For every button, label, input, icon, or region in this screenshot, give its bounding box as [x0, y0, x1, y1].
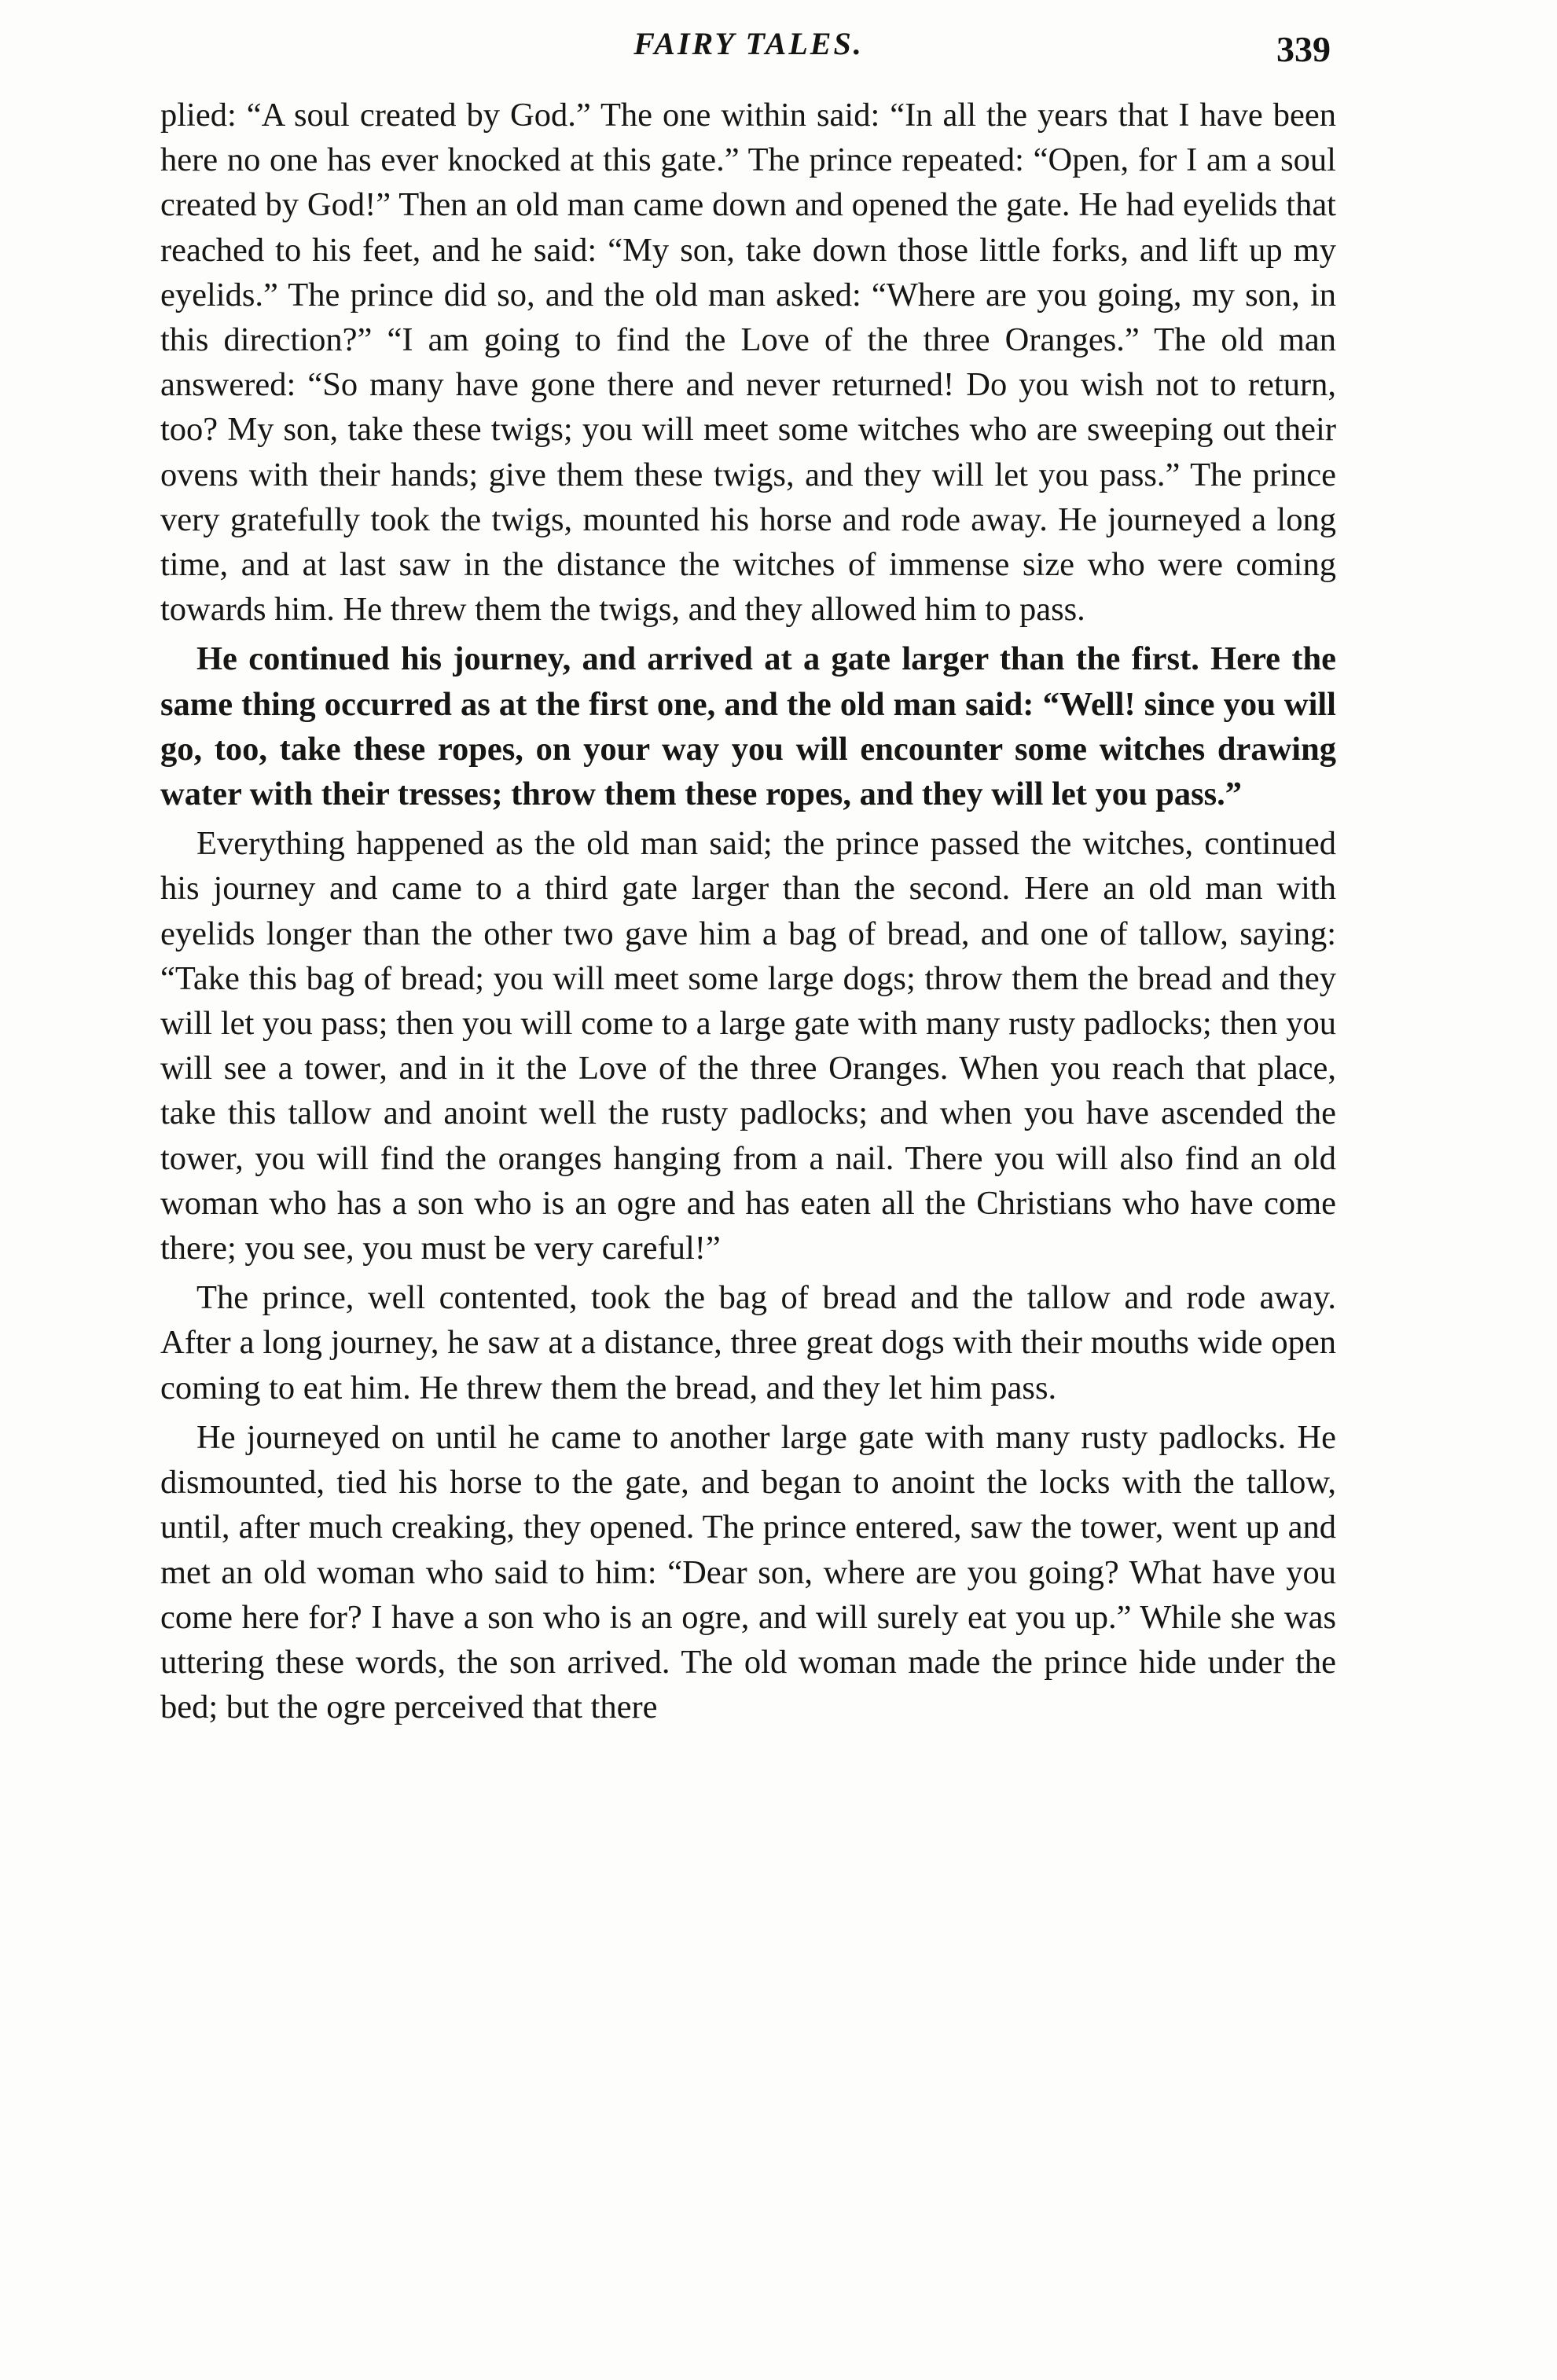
- paragraph-1: plied: “A soul created by God.” The one within said: “In all the years that I have been here no one has ever knocked at this gate.” The prince repeated: “Open, for I am a soul created by God!” Then an old man came down and opened the gate. He had eyelids that reached to his feet, and he said: “My son, take down those little forks, and lift up my eyelids.” The prince did so, and the old man asked: “Where are you going, my son, in this direction?” “I am going to find the Love of the three Oranges.” The old man answered: “So many have gone there and never returned! Do you wish not to return, too? My son, take these twigs; you will meet some witches who are sweeping out their ovens with their hands; give them these twigs, and they will let you pass.” The prince very gratefully took the twigs, mounted his horse and rode away. He journeyed a long time, and at last saw in the distance the witches of immense size who were coming towards him. He threw them the twigs, and they allowed him to pass.: [160, 97, 1336, 629]
- paragraph-3: Everything happened as the old man said; the prince passed the witches, continued his journey and came to a third gate larger than the second. Here an old man with eyelids longer than the other two gave him a bag of bread, and one of tallow, saying: “Take this bag of bread; you will meet some large dogs; throw them the bread and they will let you pass; then you will come to a large gate with many rusty padlocks; then you will see a tower, and in it the Love of the three Oranges. When you reach that place, take this tallow and anoint well the rusty padlocks; and when you have ascended the tower, you will find the oranges hanging from a nail. There you will also find an old woman who has a son who is an ogre and has eaten all the Christians who have come there; you see, you must be very careful!”: [160, 825, 1336, 1267]
- page-number: 339: [1276, 29, 1331, 69]
- paragraph-4: The prince, well contented, took the bag of bread and the tallow and rode away. After a long journey, he saw at a distance, three great dogs with their mouths wide open coming to eat him. He threw them the bread, and they let him pass.: [160, 1279, 1336, 1406]
- paragraph-5: He journeyed on until he came to another large gate with many rusty padlocks. He dismounted, tied his horse to the gate, and began to anoint the locks with the tallow, until, after much creaking, they opened. The prince entered, saw the tower, went up and met an old woman who said to him: “Dear son, where are you going? What have you come here for? I have a son who is an ogre, and will surely eat you up.” While she was uttering these words, the son arrived. The old woman made the prince hide under the bed; but the ogre perceived that there: [160, 1418, 1336, 1726]
- running-head: [157, 11, 1340, 74]
- paragraph-2: He continued his journey, and arrived at a gate larger than the first. Here the same thing occurred as at the first one, and the old man said: “Well! since you will go, too, take these ropes, on your way you will encounter some witches drawing water with their tresses; throw them these ropes, and they will let you pass.”: [160, 640, 1336, 813]
- body-text: [160, 93, 1336, 1734]
- running-head-title: FAIRY TALES.: [633, 26, 864, 61]
